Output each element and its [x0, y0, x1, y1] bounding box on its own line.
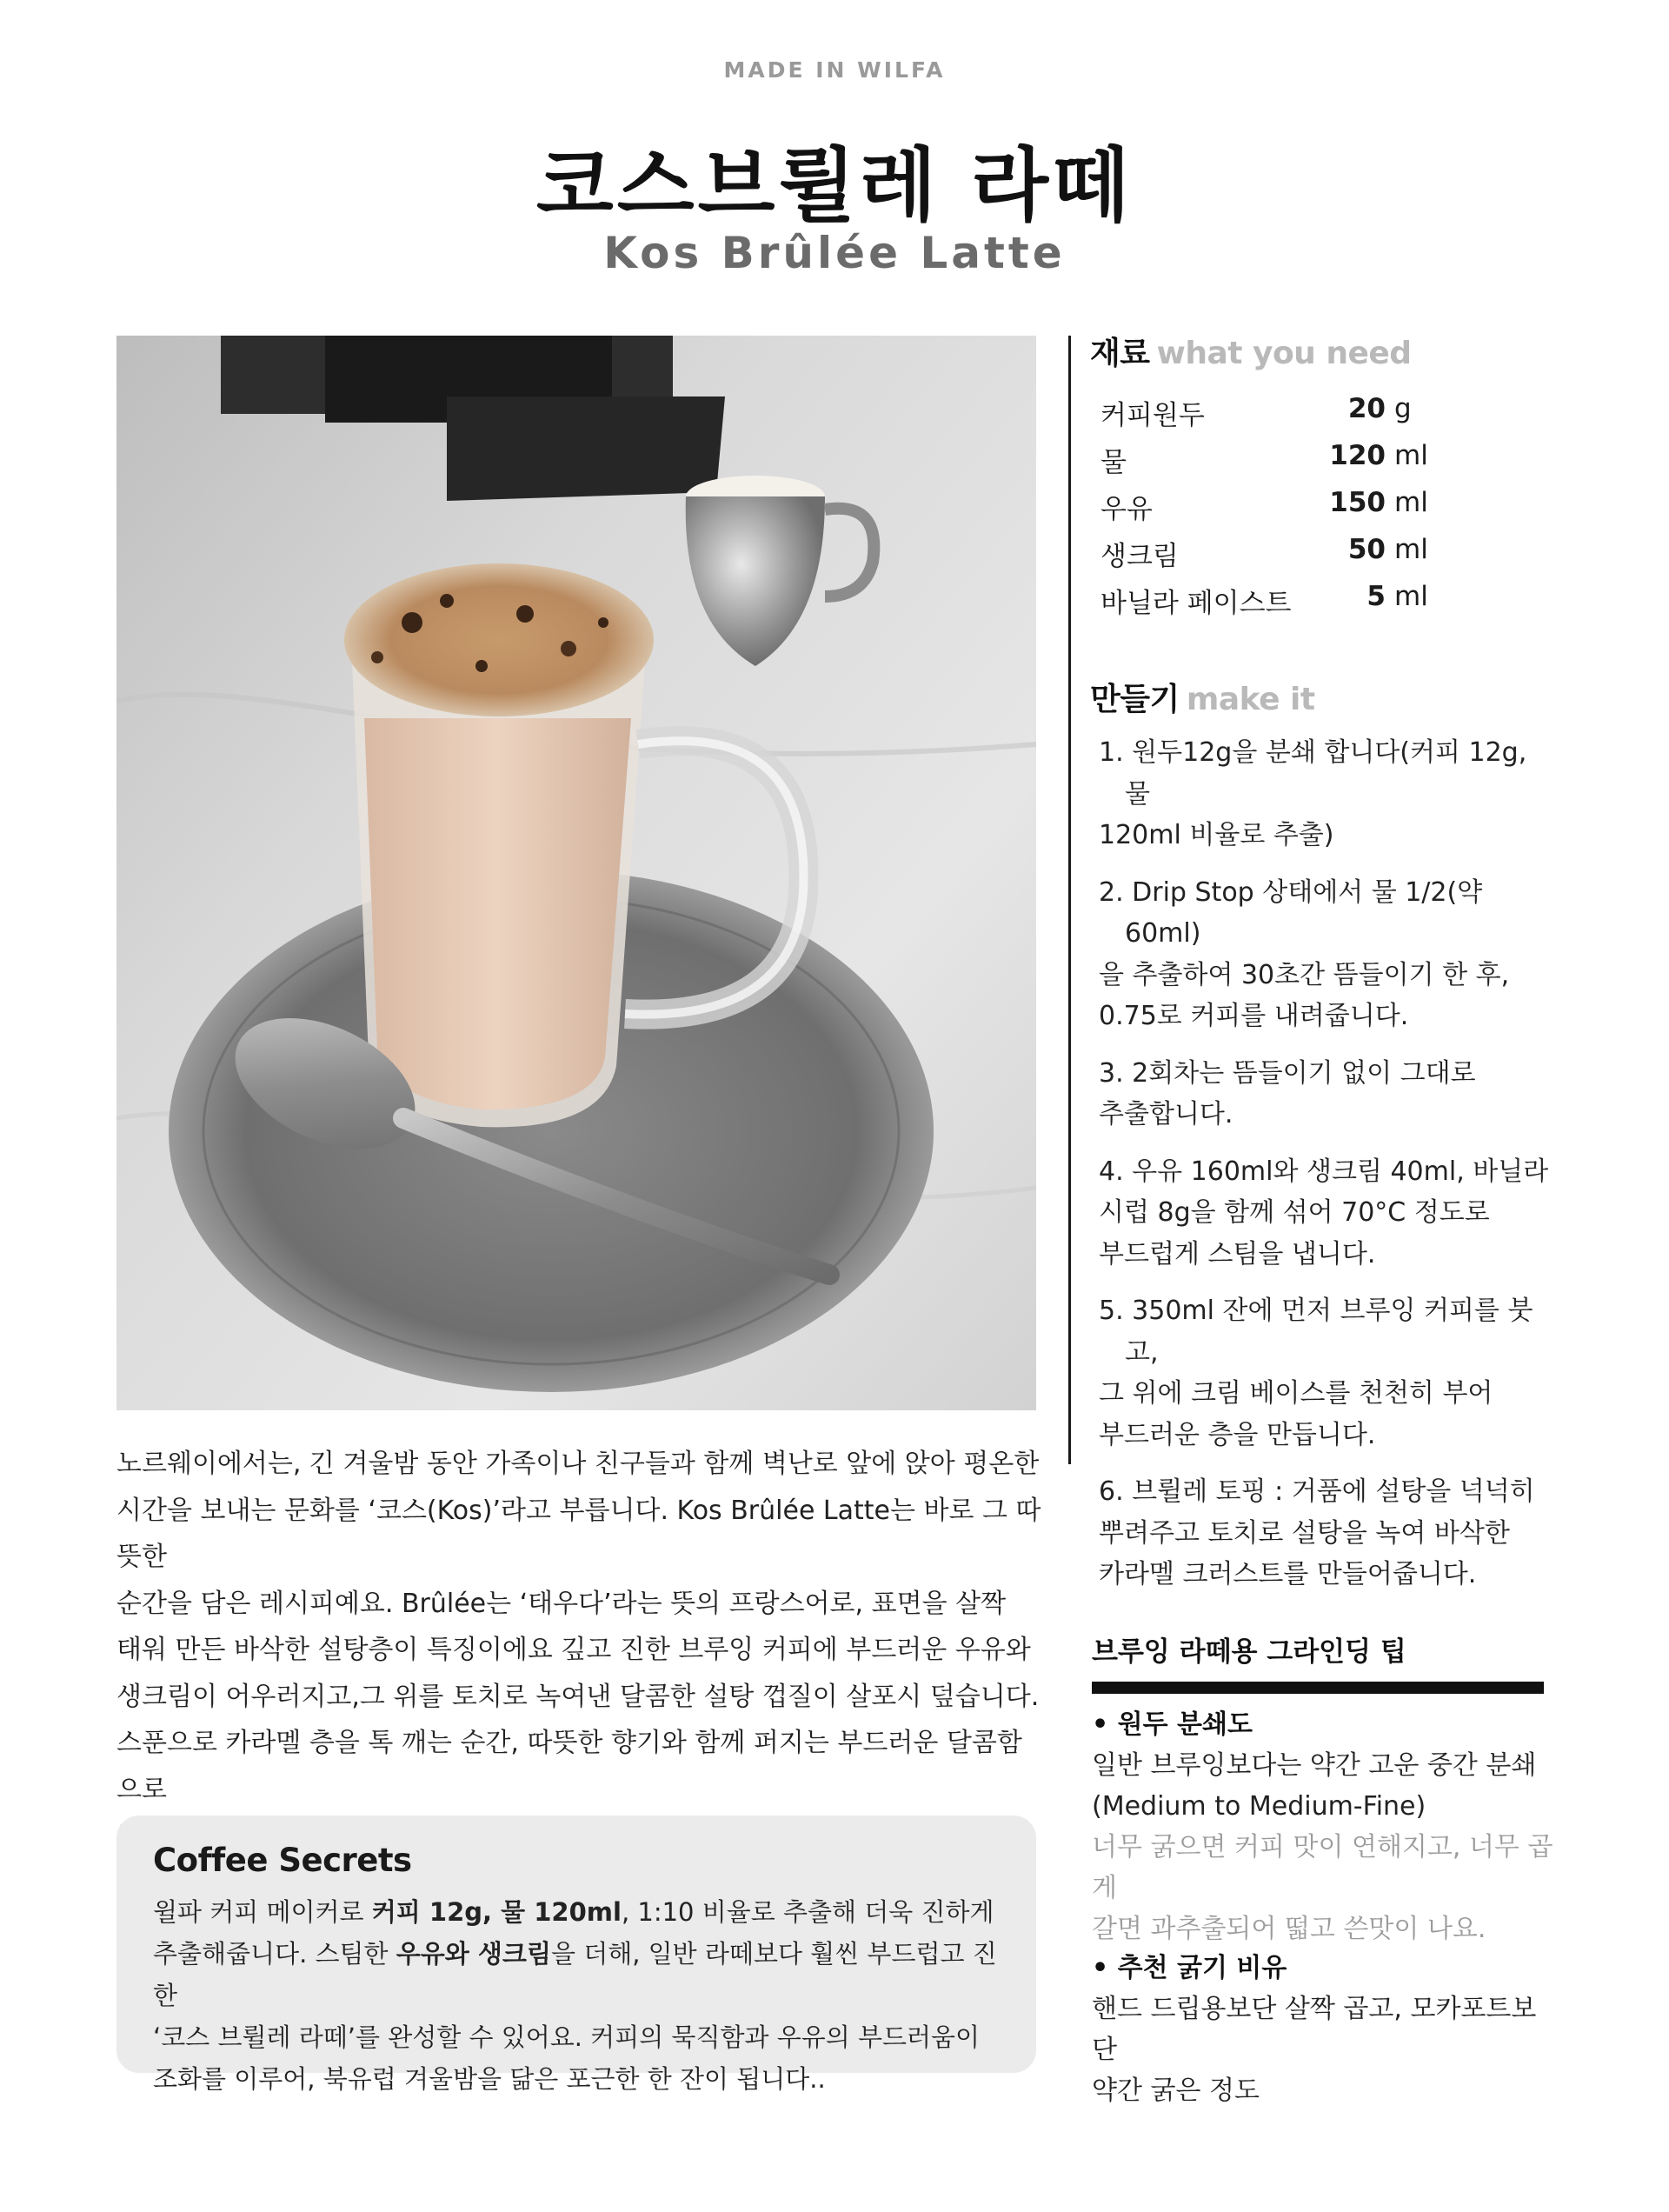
method-step	[1099, 1290, 1551, 1456]
step-line: 뿌려주고 토치로 설탕을 녹여 바삭한	[1099, 1517, 1510, 1549]
ingredient-name: 물	[1100, 447, 1127, 478]
method-heading	[1090, 675, 1315, 719]
intro-line: 생크림이 어우러지고,그 위를 토치로 녹여낸 달콤한 설탕 껍질이 살포시 덮습니다.	[116, 1681, 1040, 1712]
ingredient-name: 바닐라 페이스트	[1100, 588, 1292, 619]
ingredient-row	[1100, 440, 1448, 478]
step-line: 3. 2회차는 뜸들이기 없이 그대로	[1099, 1057, 1476, 1089]
tip-line: 일반 브루잉보다는 약간 고운 중간 분쇄	[1092, 1750, 1537, 1781]
step-line: 을 추출하여 30초간 뜸들이기 한 후,	[1099, 959, 1510, 990]
step-line: 시럽 8g을 함께 섞어 70°C 정도로	[1099, 1197, 1490, 1228]
secrets-text-fragment: 추출해줍니다. 스팀한	[153, 1939, 396, 1969]
tip-line: (Medium to Medium-Fine)	[1092, 1791, 1426, 1822]
method-step	[1099, 732, 1551, 856]
ingredients-heading-en: what you need	[1156, 336, 1412, 371]
step-line: 0.75로 커피를 내려줍니다.	[1099, 1001, 1409, 1031]
step-line: 6. 브륄레 토핑 : 거품에 설탕을 넉넉히	[1099, 1476, 1535, 1507]
method-heading-en: make it	[1186, 682, 1315, 717]
ingredient-unit: ml	[1394, 534, 1428, 565]
secrets-highlight: 우유와 생크림	[396, 1939, 551, 1969]
intro-line: 노르웨이에서는, 긴 겨울밤 동안 가족이나 친구들과 함께 벽난로 앞에 앉아 평온한	[116, 1449, 1040, 1479]
tip-line: 약간 굵은 정도	[1092, 2075, 1260, 2106]
step-line: 1. 원두12g을 분쇄 합니다(커피 12g, 물	[1099, 737, 1527, 810]
method-steps	[1099, 732, 1551, 1611]
intro-line: 태워 만든 바삭한 설탕층이 특징이에요 깊고 진한 브루잉 커피에 부드러운 우유와	[116, 1635, 1031, 1665]
step-line: 그 위에 크림 베이스를 천천히 부어	[1099, 1378, 1493, 1409]
ingredients-heading	[1090, 329, 1412, 373]
ingredient-name: 우유	[1100, 494, 1153, 525]
page-title-korean: 코스브륄레 라떼	[535, 139, 1134, 232]
method-step	[1099, 1471, 1551, 1596]
intro-paragraph	[116, 1441, 1047, 1860]
intro-line: 스푼으로 카라멜 층을 톡 깨는 순간, 따뜻한 향기와 함께 퍼지는 부드러운 달콤함으로	[116, 1728, 1022, 1805]
step-line: 부드럽게 스팀을 냅니다.	[1099, 1238, 1376, 1269]
grinding-tips-bar	[1092, 1682, 1544, 1694]
intro-line: 시간을 보내는 문화를 ‘코스(Kos)’라고 부릅니다. Kos Brûlée Latte는 바로 그 따뜻한	[116, 1495, 1041, 1572]
method-step	[1099, 1053, 1551, 1136]
secrets-text-fragment: 윌파 커피 메이커로	[153, 1897, 372, 1927]
tip-heading: • 원두 분쇄도	[1092, 1709, 1253, 1740]
step-line: 추출합니다.	[1099, 1099, 1233, 1129]
ingredient-name: 커피원두	[1100, 400, 1205, 431]
secrets-text-fragment: 을 더해, 일반 라떼보다 훨씬 부드럽고 진한	[153, 1939, 997, 2010]
page-title-english: Kos Brûlée Latte	[603, 228, 1066, 278]
ingredient-row	[1100, 534, 1448, 572]
ingredients-heading-ko: 재료	[1090, 336, 1150, 371]
ingredient-unit: ml	[1394, 440, 1428, 471]
brand-eyebrow: MADE IN WILFA	[723, 57, 946, 83]
step-line: 2. Drip Stop 상태에서 물 1/2(약 60ml)	[1099, 876, 1483, 949]
grinding-tip-size	[1092, 1704, 1561, 1949]
method-heading-ko: 만들기	[1090, 682, 1180, 717]
grinding-tips-title: 브루잉 라떼용 그라인딩 팁	[1092, 1636, 1406, 1668]
ingredient-amount: 150	[1329, 487, 1386, 518]
secrets-highlight: 커피 12g, 물 120ml	[371, 1897, 622, 1927]
method-step	[1099, 1151, 1551, 1276]
intro-line: 순간을 담은 레시피예요. Brûlée는 ‘태우다’라는 뜻의 프랑스어로, 표면을 살짝	[116, 1588, 1007, 1619]
tip-note: 너무 굵으면 커피 맛이 연해지고, 너무 곱게	[1092, 1832, 1553, 1903]
coffee-secrets-title: Coffee Secrets	[153, 1842, 412, 1879]
ingredient-amount: 5	[1366, 581, 1386, 612]
ingredient-unit: g	[1394, 393, 1412, 424]
coffee-secrets-box	[116, 1816, 1036, 2094]
ingredient-unit: ml	[1394, 581, 1428, 612]
ingredient-row	[1100, 581, 1448, 619]
step-line: 부드러운 층을 만듭니다.	[1099, 1419, 1376, 1450]
secrets-text-fragment: ‘코스 브륄레 라떼’를 완성할 수 있어요. 커피의 묵직함과 우유의 부드러움이	[153, 2022, 981, 2052]
ingredient-row	[1100, 393, 1448, 431]
ingredient-amount: 50	[1347, 534, 1386, 565]
secrets-text-fragment: , 1:10 비율로 추출해 더욱 진하게	[621, 1897, 994, 1927]
column-divider	[1068, 336, 1071, 1464]
method-step	[1099, 872, 1551, 1037]
step-line: 4. 우유 160ml와 생크림 40ml, 바닐라	[1099, 1156, 1549, 1187]
grinding-tip-analogy	[1092, 1948, 1561, 2111]
coffee-secrets-text	[153, 1891, 1000, 2100]
step-line: 카라멜 크러스트를 만들어줍니다.	[1099, 1559, 1477, 1589]
ingredient-amount: 120	[1329, 440, 1386, 471]
step-line: 120ml 비율로 추출)	[1099, 820, 1334, 850]
ingredient-row	[1100, 487, 1448, 525]
latte-photo	[116, 336, 1036, 1410]
secrets-text-fragment: 조화를 이루어, 북유럽 겨울밤을 닮은 포근한 한 잔이 됩니다..	[153, 2064, 826, 2094]
ingredient-unit: ml	[1394, 487, 1428, 518]
tip-line: 핸드 드립용보단 살짝 곱고, 모카포트보단	[1092, 1994, 1537, 2065]
tip-note: 갈면 과추출되어 떫고 쓴맛이 나요.	[1092, 1914, 1486, 1944]
step-line: 5. 350ml 잔에 먼저 브루잉 커피를 붓고,	[1099, 1296, 1533, 1368]
tip-heading: • 추천 굵기 비유	[1092, 1953, 1287, 1983]
ingredient-amount: 20	[1347, 393, 1386, 424]
ingredient-name: 생크림	[1100, 541, 1179, 572]
